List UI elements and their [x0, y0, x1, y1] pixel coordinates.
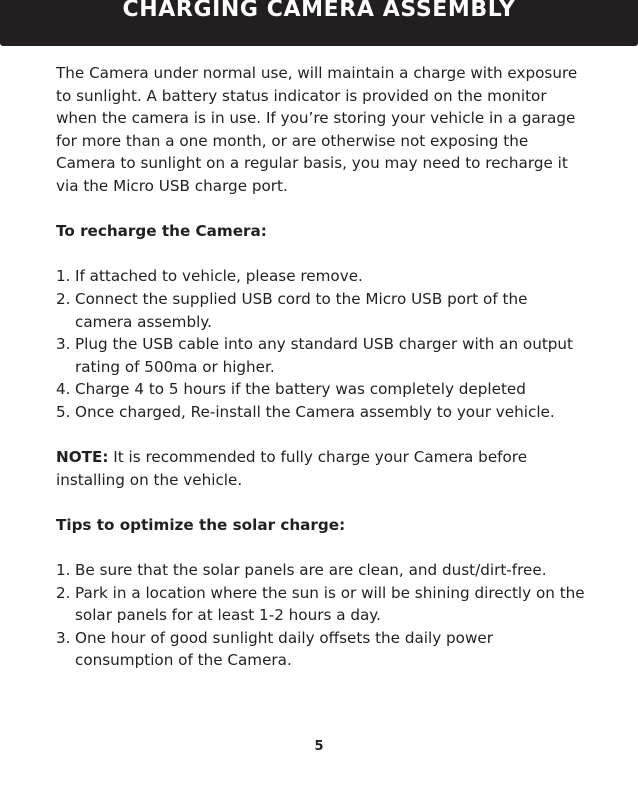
list-item-number: 1.	[56, 561, 71, 580]
list-item	[56, 559, 586, 582]
page-title: CHARGING CAMERA ASSEMBLY	[122, 0, 516, 22]
list-item-text: Plug the USB cable into any standard USB charger with an output rating of 500ma or higher.	[75, 335, 573, 376]
list-item-number: 2.	[56, 289, 71, 308]
header-bar	[0, 0, 638, 46]
note-paragraph	[56, 446, 586, 491]
recharge-steps-list	[56, 265, 586, 423]
spacer	[56, 424, 586, 447]
note-text: It is recommended to fully charge your Camera before installing on the vehicle.	[56, 448, 528, 489]
list-item	[56, 627, 586, 672]
list-item-text: If attached to vehicle, please remove.	[75, 267, 363, 286]
list-item-number: 3.	[56, 335, 71, 354]
list-item-number: 4.	[56, 380, 71, 399]
list-item	[56, 288, 586, 333]
list-item-number: 2.	[56, 583, 71, 602]
tips-heading: Tips to optimize the solar charge:	[56, 515, 346, 534]
list-item-number: 1.	[56, 267, 71, 286]
intro-paragraph: The Camera under normal use, will maintain a charge with exposure to sunlight. A battery status indicator is provided on the monitor when the camera is in use. If you’re storing your vehicle in a garage for more than a one month, or are otherwise not exposing the Camera to sunlight on a regular basis, you may need to recharge it via the Micro USB charge port.	[56, 64, 578, 195]
recharge-heading: To recharge the Camera:	[56, 222, 267, 241]
list-item-text: Park in a location where the sun is or will be shining directly on the solar panels for at least 1-2 hours a day.	[75, 583, 585, 625]
list-item	[56, 265, 586, 288]
spacer	[56, 198, 586, 221]
list-item-text: One hour of good sunlight daily offsets the daily power consumption of the Camera.	[75, 628, 493, 670]
list-item	[56, 378, 586, 401]
list-item	[56, 401, 586, 424]
spacer	[56, 243, 586, 266]
list-item-text: Charge 4 to 5 hours if the battery was completely depleted	[75, 380, 526, 399]
main-content	[56, 62, 586, 672]
list-item-text: Once charged, Re-install the Camera assembly to your vehicle.	[75, 402, 555, 421]
list-item	[56, 333, 586, 378]
note-label: NOTE:	[56, 448, 109, 467]
list-item-text: Be sure that the solar panels are are clean, and dust/dirt-free.	[75, 561, 547, 580]
page-number: 5	[314, 739, 324, 754]
spacer	[56, 491, 586, 514]
tips-steps-list	[56, 559, 586, 672]
list-item	[56, 582, 586, 627]
list-item-number: 5.	[56, 402, 71, 421]
spacer	[56, 536, 586, 559]
list-item-text: Connect the supplied USB cord to the Micro USB port of the camera assembly.	[75, 289, 528, 331]
list-item-number: 3.	[56, 628, 71, 647]
